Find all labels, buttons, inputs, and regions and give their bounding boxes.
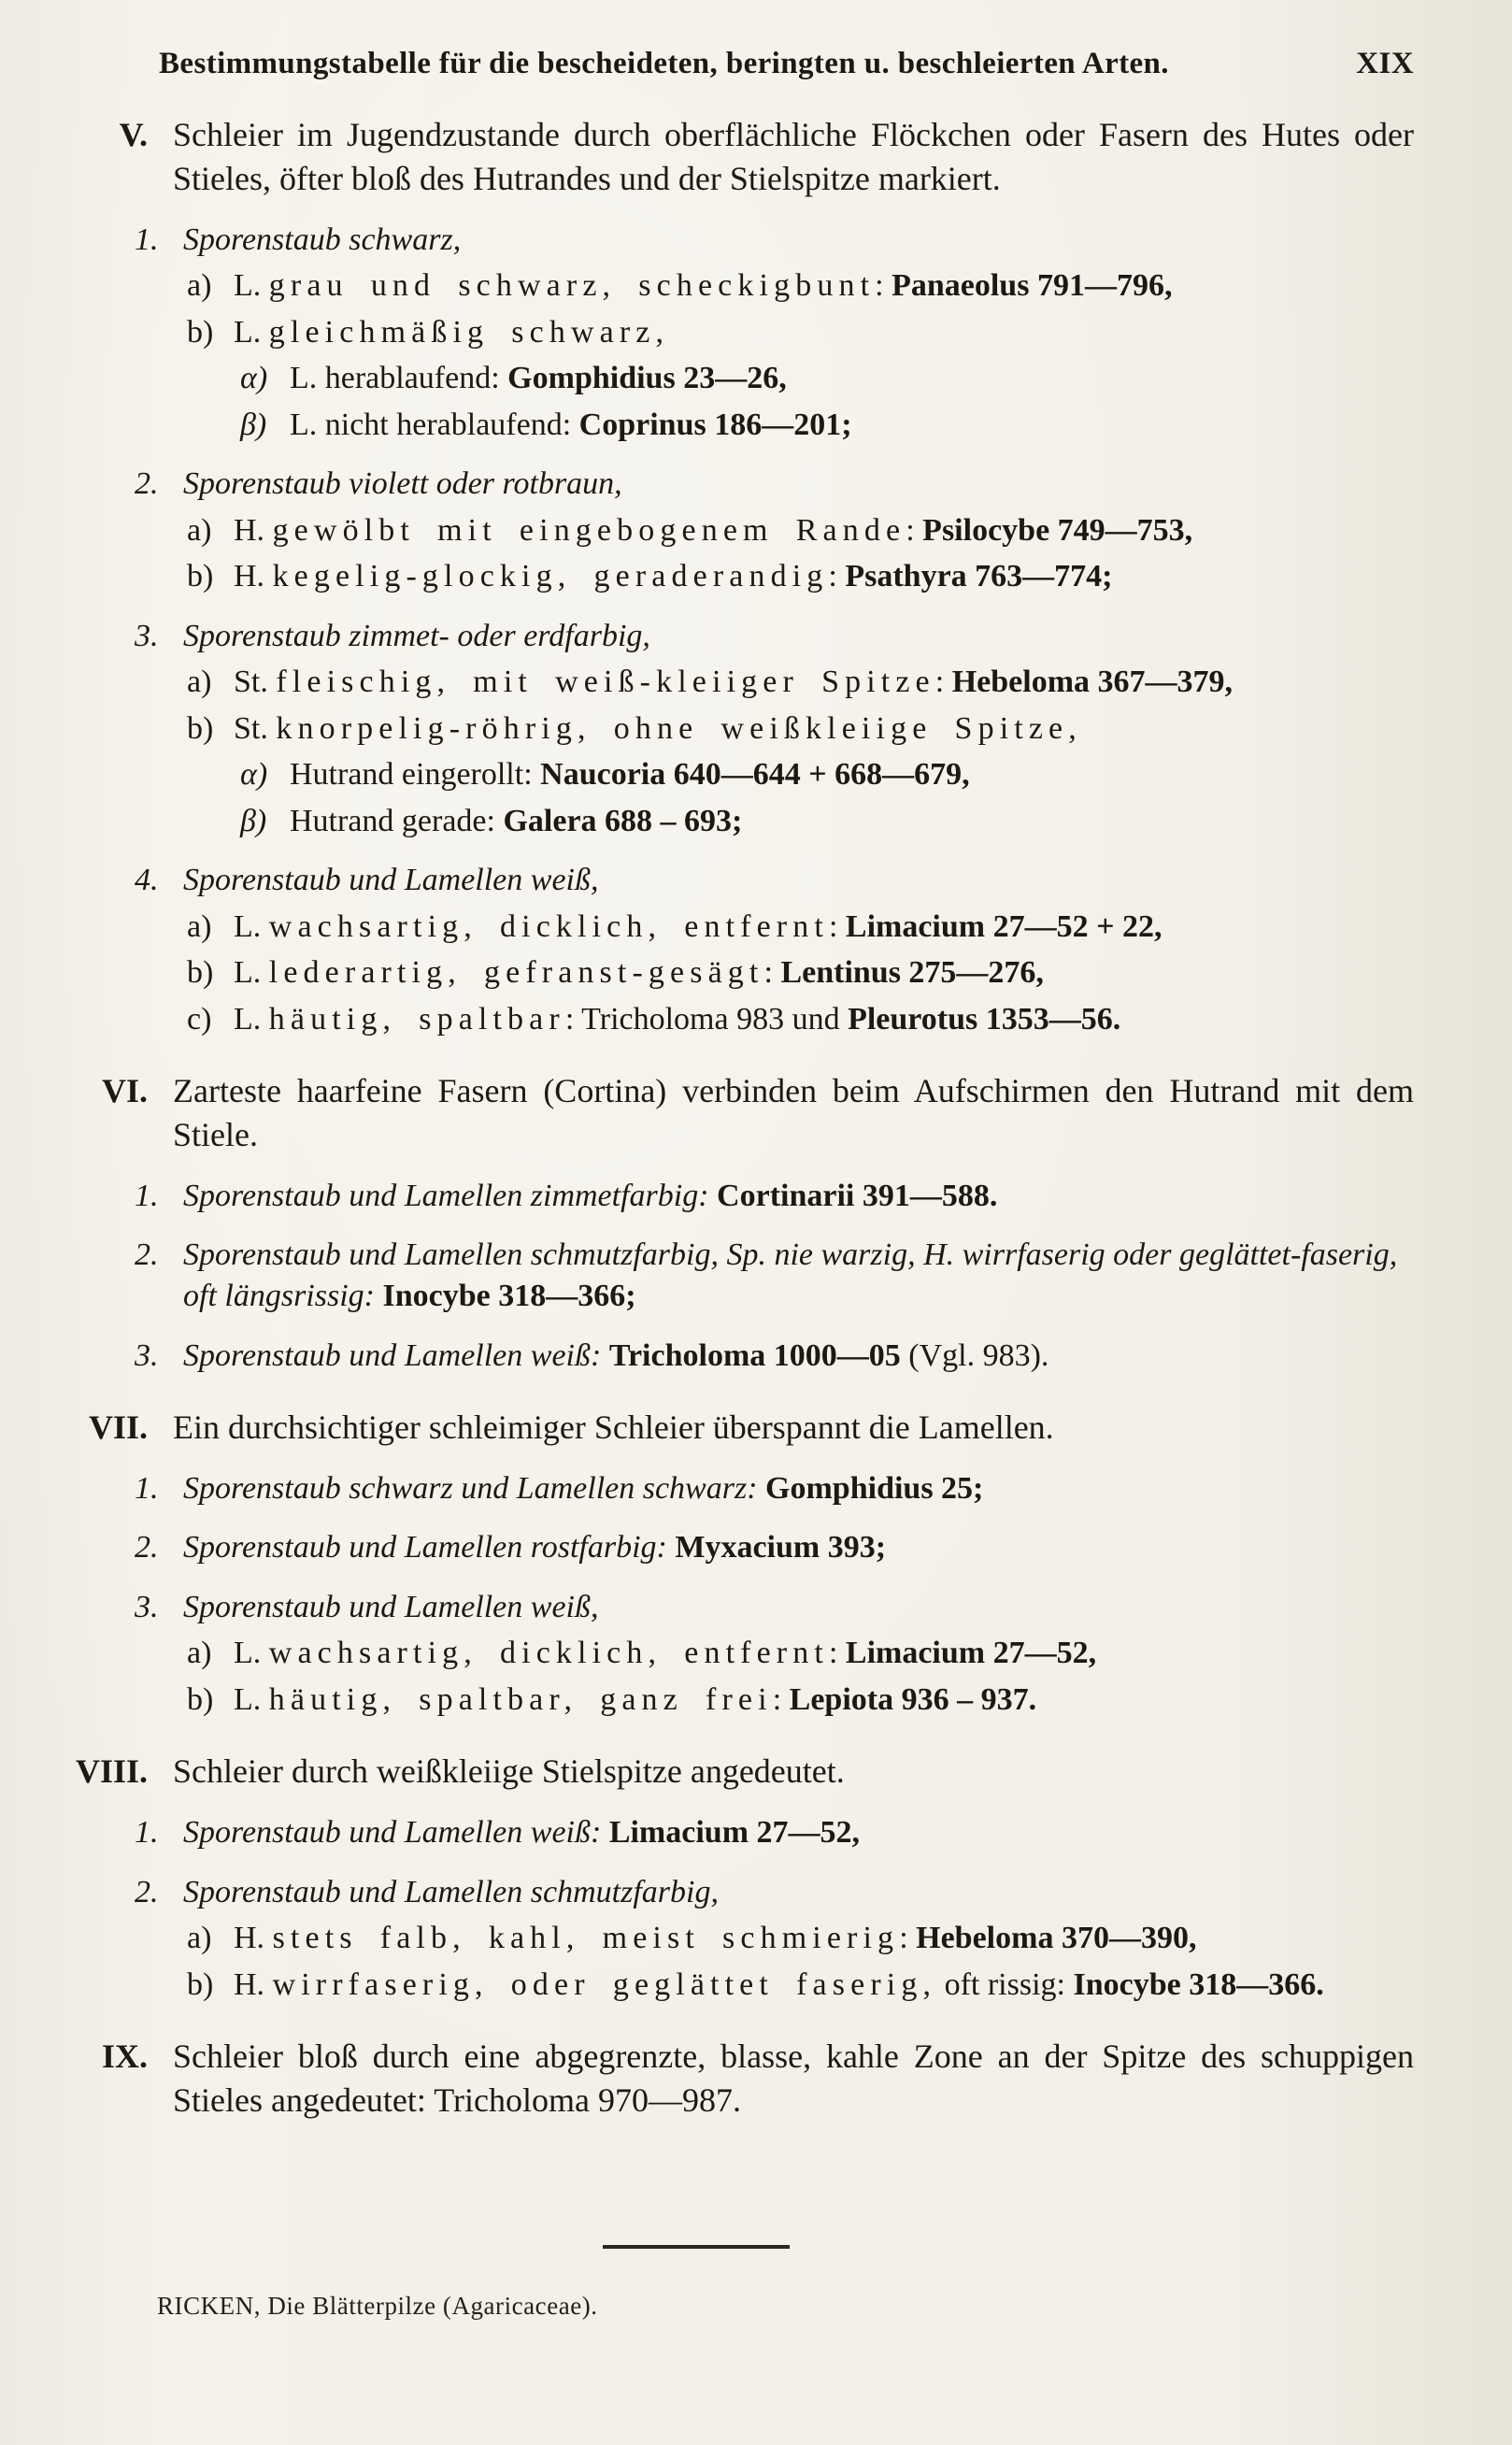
text-segment: : [875, 268, 892, 304]
block-text [234, 1967, 1324, 2002]
block-text [234, 1636, 1096, 1670]
item-1 [0, 1176, 1414, 1217]
block-text [183, 863, 599, 897]
running-head [159, 47, 1414, 81]
block-text [173, 1072, 1414, 1153]
text-segment: Hutrand gerade: [290, 803, 504, 838]
text-segment: L. [234, 314, 269, 350]
block-text [290, 408, 852, 442]
block-label: 1. [135, 222, 159, 257]
block-text [173, 2038, 1414, 2119]
text-segment: Lepiota 936 – 937. [789, 1681, 1037, 1717]
text-segment: L. [234, 1636, 269, 1671]
block-text [173, 1408, 1054, 1446]
text-segment: : [906, 512, 923, 548]
text-segment: Sporenstaub schwarz, [183, 222, 462, 257]
text-segment: Zarteste haarfeine Fasern (Cortina) verbinden beim Aufschirmen den Hutrand mit dem Stiele. [173, 1072, 1414, 1154]
block-text [234, 1682, 1036, 1717]
block-text [234, 1921, 1196, 1955]
text-segment: häutig, spaltbar [268, 1001, 565, 1037]
text-segment: H. [234, 1921, 273, 1956]
sub-b [0, 1965, 1414, 2006]
text-segment: Hutrand eingerollt: [290, 757, 541, 793]
text-segment: Limacium 27—52 + 22, [845, 908, 1163, 944]
block-text [234, 559, 1113, 593]
text-segment: grau und schwarz, scheckigbunt [268, 268, 876, 304]
block-text [173, 1752, 845, 1790]
text-segment: Sporenstaub und Lamellen zimmetfarbig: [183, 1178, 718, 1213]
sub-a [0, 1633, 1414, 1674]
text-segment: kegelig-glockig, geraderandig [272, 559, 829, 594]
page-number: XIX [1356, 47, 1414, 80]
text-segment: Tricholoma 1000—05 [608, 1337, 909, 1373]
text-segment: L. nicht herablaufend: [290, 407, 579, 442]
block-label: b) [187, 1681, 214, 1717]
sub-a [0, 1918, 1414, 1959]
section-VII [0, 1406, 1414, 1450]
text-segment: Schleier im Jugendzustande durch oberflächliche Flöckchen oder Fasern des Hutes oder Stieles, öfter bloß des Hutrandes und der Stielspitze markiert. [173, 116, 1414, 197]
text-segment: Sporenstaub violett oder rotbraun, [183, 466, 622, 502]
text-segment: fleischig, mit weiß-kleiiger Spitze [276, 665, 935, 700]
sub-a [0, 662, 1414, 703]
block-label: IX. [101, 2038, 148, 2076]
item-3 [0, 616, 1414, 657]
block-label: b) [187, 1966, 214, 2002]
block-text [183, 1471, 983, 1506]
text-segment: Psilocybe 749—753, [922, 512, 1193, 548]
block-label: a) [187, 512, 212, 548]
block-text [183, 1237, 1397, 1313]
text-segment: L. [234, 908, 269, 944]
text-segment: H. [234, 559, 273, 594]
item-1 [0, 1812, 1414, 1853]
text-segment: wirrfaserig, oder geglättet faserig, [272, 1966, 937, 2002]
block-text [183, 1815, 860, 1850]
text-segment: Inocybe 318—366; [382, 1278, 636, 1313]
block-label: b) [187, 314, 214, 350]
text-segment: Gomphidius 25; [765, 1470, 984, 1506]
greek-β [0, 801, 1414, 842]
footer-citation: RICKEN, Die Blätterpilze (Agaricaceae). [157, 2292, 598, 2320]
text-segment: Limacium 27—52, [608, 1815, 861, 1851]
text-segment: gewölbt mit eingebogenem Rande [272, 512, 906, 548]
block-text [290, 361, 787, 395]
text-segment: Sporenstaub und Lamellen weiß: [183, 1337, 609, 1373]
sub-a [0, 907, 1414, 948]
text-segment: wachsartig, dicklich, entfernt [268, 908, 829, 944]
text-segment: Hebeloma 370—390, [916, 1921, 1197, 1956]
text-segment: stets falb, kahl, meist schmierig [272, 1921, 900, 1956]
text-segment: häutig, spaltbar, ganz frei [268, 1681, 773, 1717]
block-text [183, 1875, 719, 1909]
block-text [234, 268, 1172, 303]
text-segment: : Tricholoma 983 und [564, 1001, 849, 1037]
block-text [183, 1338, 1048, 1373]
block-text [234, 513, 1192, 548]
text-segment: Panaeolus 791—796, [892, 268, 1173, 304]
item-2 [0, 1527, 1414, 1568]
greek-β [0, 405, 1414, 446]
block-label: c) [187, 1001, 212, 1037]
item-3 [0, 1336, 1414, 1377]
sub-a [0, 510, 1414, 551]
block-text [234, 1002, 1120, 1037]
block-label: 2. [135, 466, 159, 502]
text-segment: Limacium 27—52, [845, 1636, 1097, 1671]
text-segment: : [934, 665, 952, 700]
text-segment: Coprinus 186—201; [578, 407, 852, 442]
text-segment: gleichmäßig schwarz, [268, 314, 670, 350]
item-2 [0, 464, 1414, 505]
text-segment: (Vgl. 983). [908, 1337, 1049, 1373]
sub-c [0, 999, 1414, 1040]
block-label: b) [187, 559, 214, 594]
block-label: 1. [135, 1178, 159, 1213]
block-text [234, 665, 1233, 699]
block-label: 2. [135, 1530, 159, 1566]
block-label: a) [187, 268, 212, 304]
text-segment: L. [234, 268, 269, 304]
block-text [234, 909, 1162, 944]
text-segment: Gomphidius 23—26, [507, 361, 787, 396]
item-2 [0, 1235, 1414, 1316]
footnote-divider-rule [603, 2245, 790, 2249]
block-label: a) [187, 665, 212, 700]
block-label: β) [240, 407, 267, 442]
text-segment: L. herablaufend: [290, 361, 508, 396]
block-text [183, 619, 650, 653]
block-text [173, 116, 1414, 197]
greek-α [0, 358, 1414, 399]
block-label: 3. [135, 618, 159, 653]
text-segment: L. [234, 955, 269, 991]
text-segment: Sporenstaub und Lamellen schmutzfarbig, [183, 1874, 719, 1909]
block-text [234, 955, 1044, 990]
block-label: a) [187, 908, 212, 944]
block-text [234, 711, 1082, 746]
text-segment: : [772, 1681, 790, 1717]
block-text [183, 1179, 997, 1213]
item-4 [0, 860, 1414, 901]
item-3 [0, 1587, 1414, 1628]
text-segment: Schleier bloß durch eine abgegrenzte, blasse, kahle Zone an der Spitze des schuppigen Stieles angedeutet: Tricholoma 970—987. [173, 2038, 1414, 2120]
text-segment: H. [234, 512, 273, 548]
text-segment: Sporenstaub und Lamellen weiß, [183, 1589, 599, 1624]
text-segment: Psathyra 763—774; [845, 559, 1113, 594]
item-2 [0, 1872, 1414, 1913]
text-segment: Pleurotus 1353—56. [848, 1001, 1121, 1037]
sub-b [0, 952, 1414, 994]
section-IX [0, 2035, 1414, 2123]
running-head-title: Bestimmungstabelle für die bescheideten, beringten u. beschleierten Arten. [159, 47, 1169, 80]
block-label: 3. [135, 1337, 159, 1373]
text-segment: Schleier durch weißkleiige Stielspitze angedeutet. [173, 1752, 845, 1791]
block-label: VII. [88, 1408, 148, 1447]
block-label: b) [187, 955, 214, 991]
block-label: 1. [135, 1470, 159, 1506]
text-segment: Hebeloma 367—379, [951, 665, 1234, 700]
block-label: a) [187, 1921, 212, 1956]
text-segment: Sporenstaub und Lamellen rostfarbig: [183, 1530, 676, 1566]
block-text [234, 315, 669, 350]
text-segment: Ein durchsichtiger schleimiger Schleier überspannt die Lamellen. [173, 1408, 1054, 1447]
sub-b [0, 312, 1414, 353]
text-segment: L. [234, 1681, 269, 1717]
text-segment: knorpelig-röhrig, ohne weißkleiige Spitze, [276, 710, 1082, 746]
text-segment: oft rissig: [936, 1966, 1074, 2002]
block-label: V. [119, 116, 148, 153]
item-1 [0, 220, 1414, 261]
sub-a [0, 265, 1414, 307]
block-text [183, 222, 461, 257]
text-segment: Inocybe 318—366. [1073, 1966, 1324, 2002]
item-1 [0, 1468, 1414, 1509]
text-segment: Cortinarii 391—588. [717, 1178, 998, 1213]
text-segment: Sporenstaub zimmet- oder erdfarbig, [183, 618, 650, 653]
block-text [183, 1590, 599, 1624]
block-label: β) [240, 803, 267, 838]
text-segment: Sporenstaub und Lamellen weiß: [183, 1815, 609, 1851]
text-segment: St. [234, 710, 277, 746]
block-label: 3. [135, 1589, 159, 1624]
text-segment: Galera 688 – 693; [503, 803, 743, 838]
sub-b [0, 556, 1414, 597]
text-segment: Sporenstaub und Lamellen schmutzfarbig, Sp. nie warzig, H. wirrfaserig oder geglättet-faserig, oft längsrissig: [183, 1237, 1398, 1313]
block-label: 2. [135, 1237, 159, 1273]
text-segment: Sporenstaub und Lamellen weiß, [183, 863, 599, 898]
text-segment: lederartig, gefranst-gesägt [268, 955, 764, 991]
document-blocks [0, 113, 1414, 2123]
text-segment: Sporenstaub schwarz und Lamellen schwarz: [183, 1470, 766, 1506]
text-segment: H. [234, 1966, 273, 2002]
text-segment: L. [234, 1001, 269, 1037]
block-label: α) [240, 361, 268, 396]
block-label: 2. [135, 1874, 159, 1909]
text-segment: : [763, 955, 781, 991]
block-text [290, 757, 970, 792]
section-VI [0, 1069, 1414, 1157]
block-text [290, 804, 742, 838]
block-label: VI. [101, 1072, 148, 1110]
section-V [0, 113, 1414, 201]
block-label: 4. [135, 863, 159, 898]
text-segment: St. [234, 665, 277, 700]
block-label: a) [187, 1636, 212, 1671]
text-segment: : [828, 559, 846, 594]
text-segment: : [828, 1636, 846, 1671]
text-segment: wachsartig, dicklich, entfernt [268, 1636, 829, 1671]
block-label: 1. [135, 1815, 159, 1851]
text-segment: Lentinus 275—276, [780, 955, 1044, 991]
text-segment: Myxacium 393; [675, 1530, 887, 1566]
greek-α [0, 754, 1414, 795]
block-text [183, 466, 622, 501]
text-segment: : [828, 908, 846, 944]
text-segment: : [899, 1921, 917, 1956]
block-label: α) [240, 757, 268, 793]
block-label: VIII. [75, 1752, 148, 1791]
block-text [183, 1530, 886, 1565]
text-segment: Naucoria 640—644 + 668—679, [540, 757, 970, 793]
sub-b [0, 708, 1414, 750]
sub-b [0, 1680, 1414, 1721]
block-label: b) [187, 710, 214, 746]
section-VIII [0, 1750, 1414, 1794]
